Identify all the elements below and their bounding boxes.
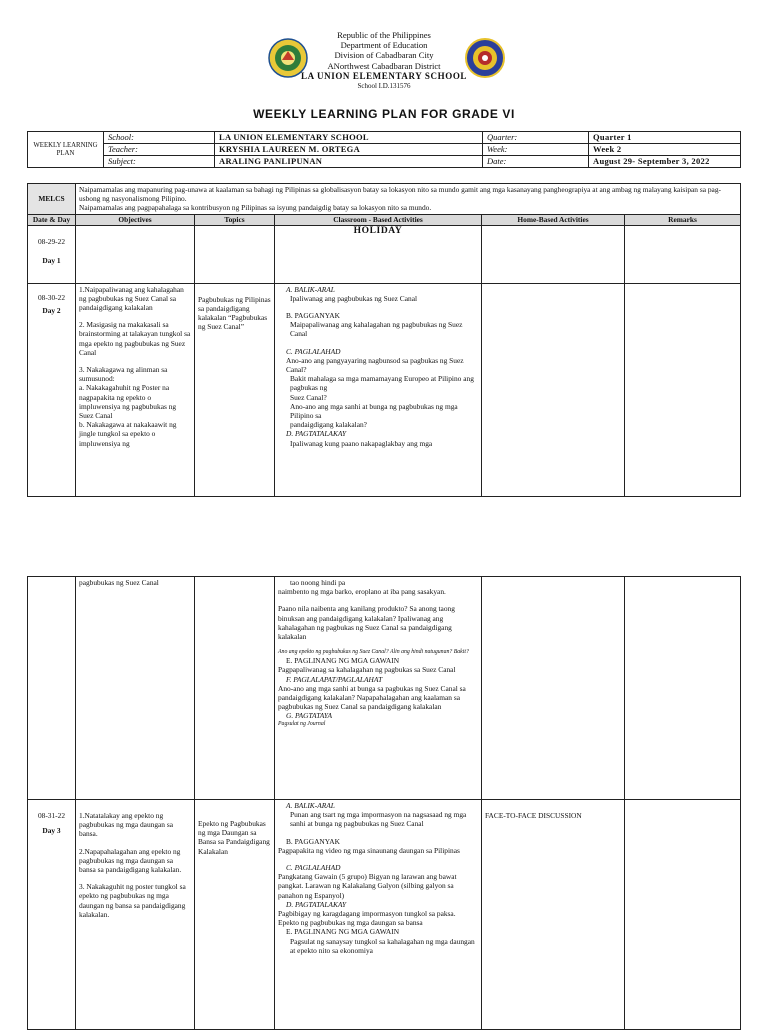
day2-topic: [195, 283, 275, 496]
day2-b-text: Maipapaliwanag ang kahalagahan ng pagbubukas ng Suez Canal: [290, 320, 463, 339]
day3-home-text: FACE-TO-FACE DISCUSSION: [485, 811, 582, 820]
subject-value: ARALING PANLIPUNAN: [215, 156, 483, 168]
teacher-label: Teacher:: [104, 144, 215, 156]
holiday-label: HOLIDAY: [275, 225, 482, 283]
cont-e-head: E. PAGLINANG NG MGA GAWAIN: [286, 656, 400, 666]
day2-d-text: Ipaliwanag kung paano nakapaglakbay ang mga: [290, 438, 433, 448]
col-home: Home-Based Activities: [482, 214, 625, 225]
day2-obj3a: a. Nakakagahuhit ng Poster na nagpapakita ng epekto o impluwensiya ng pagbubukas ng Suez Canal: [79, 383, 177, 421]
quarter-value: Quarter 1: [589, 132, 741, 144]
day1-date-cell: [28, 225, 76, 283]
school-name: LA UNION ELEMENTARY SCHOOL: [300, 70, 468, 81]
school-label: School:: [104, 132, 215, 144]
day3-e-text: Pagsulat ng sanaysay tungkol sa kahalagahan ng mga daungan at epekto nito sa ekonomiya: [290, 936, 475, 955]
info-table: [27, 131, 741, 168]
plan-table-continued: [27, 576, 741, 1030]
col-objectives: Objectives: [76, 214, 195, 225]
cont-g-head: G. PAGTATAYA: [286, 711, 333, 721]
day2-obj2: 2. Masigasig na makakasali sa brainstorming at talakayan tungkol sa mga epekto ng pagbubukas ng Suez Canal: [79, 320, 191, 357]
department-line: Department of Education: [340, 40, 428, 51]
day3-c-head: C. PAGLALAHAD: [286, 863, 341, 873]
day2-activities: [275, 283, 482, 496]
day2-c-text5: pandaigdigang kalakalan?: [290, 420, 367, 430]
day3-label: Day 3: [42, 826, 61, 836]
melcs-text-2: Naipamamalas ang pagpapahalaga sa kontribusyon ng Pilipinas sa isyung pandaigdig batay sa lokasyon nito sa mundo.: [79, 203, 432, 213]
day2-objectives: [76, 283, 195, 496]
day3-d-text: Pagbibigay ng karagdagang impormasyon tungkol sa paksa. Epekto ng pagbubukas ng mga daungan sa bansa: [278, 909, 456, 928]
day2-c-text3: Suez Canal?: [290, 392, 327, 402]
day3-obj1: 1.Natatalakay ang epekto ng pagbubukas ng mga daungan sa bansa.: [79, 811, 174, 839]
wlp-label: WEEKLY LEARNING PLAN: [28, 132, 104, 168]
day3-row: [28, 800, 741, 1030]
day1-row: [28, 225, 741, 283]
teacher-value: KRYSHIA LAUREEN M. ORTEGA: [215, 144, 483, 156]
day2-row: [28, 283, 741, 496]
day1-date: 08-29-22: [37, 236, 66, 246]
district-line: ANorthwest Cabadbaran District: [327, 60, 441, 71]
day3-date: 08-31-22: [37, 811, 66, 820]
day2-c-head: C. PAGLALAHAD: [286, 346, 341, 356]
day2-c-text1: Ano-ano ang pangyayaring nagbunsod sa pagbukas ng Suez Canal?: [286, 355, 464, 375]
day2-obj3: 3. Nakakagawa ng alinman sa sumusunod:: [79, 365, 168, 384]
day3-home: [482, 800, 625, 1030]
day3-objectives: [76, 800, 195, 1030]
document-title: WEEKLY LEARNING PLAN FOR GRADE VI: [253, 107, 515, 121]
melcs-text-1: Naipamamalas ang mapanuring pag-unawa at kaalaman sa bahagi ng Pilipinas sa globalisasyon batay sa lokasyon nito sa mundo gamit ang mga kasanayang pangheograpiya at ang ambag ng malayang kaisipan sa pag-usbong ng nasyonalismong Pilipino.: [79, 185, 721, 204]
day3-topic: [195, 800, 275, 1030]
day3-obj2: 2.Napapahalagahan ang epekto ng pagbubukas ng mga daungan sa bansa sa pandaigdigang kalakalan.: [79, 846, 182, 875]
day2-label: Day 2: [42, 305, 61, 315]
week-value: Week 2: [589, 144, 741, 156]
day2-topic-text: Pagbubukas ng Pilipinas sa pandaigdigang kalakalan “Pagbubukas ng Suez Canal”: [198, 294, 271, 332]
day3-b-text: Pagpapakita ng video ng mga sinaunang daungan sa Pilipinas: [278, 845, 460, 855]
day2-a-text: Ipaliwanag ang pagbubukas ng Suez Canal: [290, 293, 418, 303]
school-id: School I.D.131576: [357, 82, 411, 91]
continuation-row: [28, 577, 741, 800]
cont-objective: pagbubukas ng Suez Canal: [76, 577, 195, 800]
day1-label: Day 1: [42, 255, 61, 265]
date-label: Date:: [483, 156, 589, 168]
cont-f-head: F. PAGLALAPAT/PAGLALAHAT: [286, 674, 383, 684]
col-date-day: Date & Day: [28, 214, 76, 225]
day2-date: 08-30-22: [37, 292, 66, 302]
melcs-row: [28, 184, 741, 215]
melcs-label: MELCS: [28, 184, 76, 215]
day2-a-head: A. BALIK-ARAL: [286, 284, 335, 294]
school-value: LA UNION ELEMENTARY SCHOOL: [215, 132, 483, 144]
week-label: Week:: [483, 144, 589, 156]
date-value: August 29- September 3, 2022: [589, 156, 741, 168]
day2-obj1: 1.Naipapaliwanag ang kahalagahan ng pagbubukas ng Suez Canal sa pandaigdigang kalakalan: [79, 284, 184, 313]
quarter-label: Quarter:: [483, 132, 589, 144]
melcs-text: [76, 184, 741, 215]
col-topics: Topics: [195, 214, 275, 225]
division-line: Division of Cabadbaran City: [334, 50, 434, 61]
day2-c-text2: Bakit mahalaga sa mga mamamayang Europeo at Pilipino ang pagbukas ng: [290, 374, 474, 393]
cont-t1: tao noong hindi pa: [290, 578, 346, 587]
day2-obj3b: b. Nakakagawa at nakakaawit ng jingle tungkol sa epekto o impluwensiya ng: [79, 420, 177, 448]
plan-table: [27, 183, 741, 497]
day2-c-text4: Ano-ano ang mga sanhi at bunga ng pagbubukas ng mga Pilipino sa: [290, 401, 458, 421]
cont-activities: [275, 577, 482, 800]
cont-t4: Ano ang epekto ng pagbubukas ng Suez Canal? Alin ang hindi natugunan? Bakit?: [278, 649, 469, 656]
day2-d-head: D. PAGTATALAKAY: [286, 429, 347, 439]
day3-topic-text: Epekto ng Pagbubukas ng mga Daungan sa Bansa sa Pandaigdigang Kalakalan: [198, 819, 270, 856]
day3-obj3: 3. Nakakaguhit ng poster tungkol sa epekto ng pagbubukas ng mga daungan ng bansa sa pandaigdigang kalakalan.: [79, 882, 186, 919]
cont-t3: Paano nila naibenta ang kanilang produkto? Sa anong taong binuksan ang pandaigdigang kalakalan? Ipaliwanag ang kahalagahan ng pagbukas ng Suez Canal sa pandaigdigang kalakalan: [278, 604, 455, 642]
day3-a-head: A. BALIK-ARAL: [286, 801, 335, 810]
day3-e-head: E. PAGLINANG NG MGA GAWAIN: [286, 927, 400, 937]
cont-g-text: Pagsulat ng Journal: [278, 720, 326, 727]
cont-f-text: Ano-ano ang mga sanhi at bunga sa pagbukas ng Suez Canal sa pandaigdigang kalakalan? Napapahalagahan ang kaalaman sa pagbubukas ng Suez Canal sa pandaigdigang kalakalan: [278, 683, 466, 712]
column-header-row: [28, 214, 741, 225]
day2-date-cell: [28, 283, 76, 496]
subject-label: Subject:: [104, 156, 215, 168]
col-remarks: Remarks: [625, 214, 741, 225]
day3-date-cell: [28, 800, 76, 1030]
day3-activities: [275, 800, 482, 1030]
republic-line: Republic of the Philippines: [337, 30, 431, 40]
day3-d-head: D. PAGTATALAKAY: [286, 899, 347, 909]
cont-e-text: Pagpapaliwanag sa kahalagahan ng pagbukas sa Suez Canal: [278, 665, 456, 675]
day2-b-head: B. PAGGANYAK: [286, 311, 340, 321]
day3-c-text: Pangkatang Gawain (5 grupo) Bigyan ng larawan ang bawat pangkat. Larawan ng Kalakalang Galyon (silbing galyon sa panahon ng Espanyol): [278, 872, 457, 900]
letterhead: [0, 30, 768, 91]
cont-t2: naimbento ng mga barko, eroplano at iba pang sasakyan.: [278, 587, 446, 597]
day3-a-text: Punan ang tsart ng mga impormasyon na nagsasaad ng mga sanhi at bunga ng pagbubukas ng Suez Canal: [290, 810, 467, 829]
col-activities: Classroom - Based Activities: [275, 214, 482, 225]
day3-b-head: B. PAGGANYAK: [286, 836, 340, 846]
